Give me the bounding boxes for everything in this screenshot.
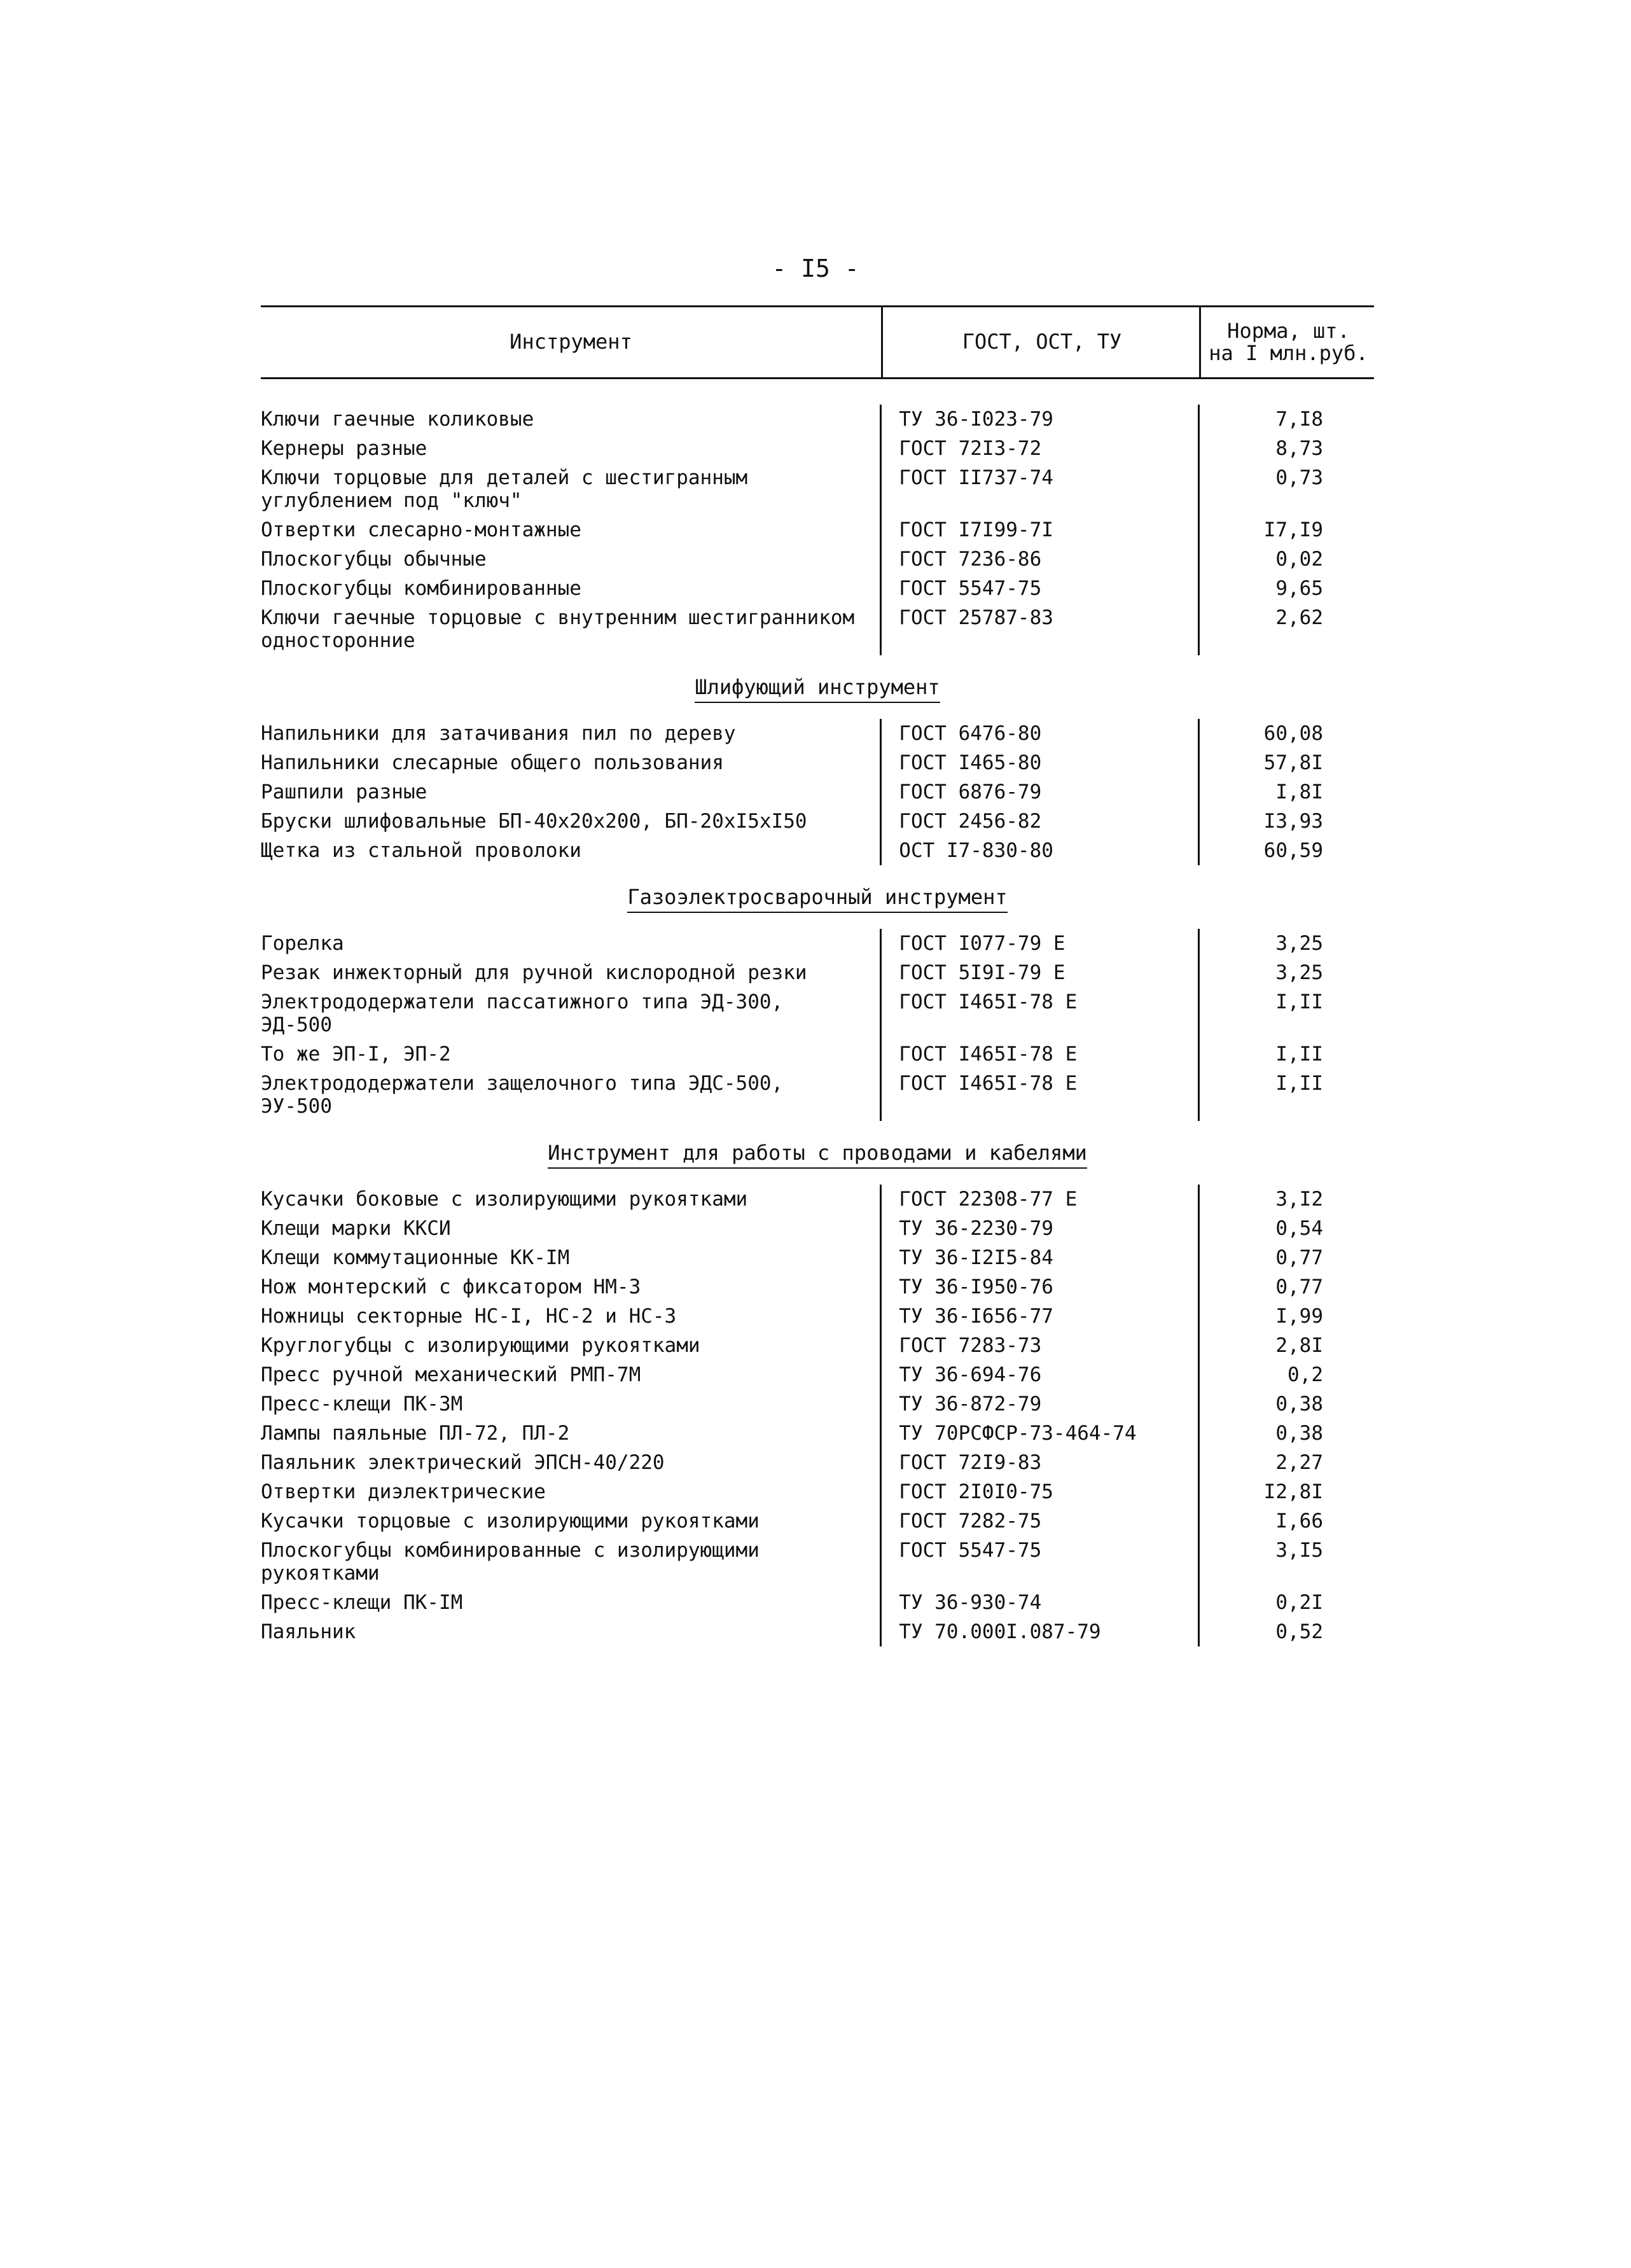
- instrument-name-cell: Паяльник электрический ЭПСН-40/220: [261, 1451, 665, 1474]
- standard-cell: ГОСТ 72I9-83: [899, 1451, 1042, 1474]
- instrument-name-cell: Паяльник: [261, 1620, 356, 1643]
- instrument-name-cell: Кусачки торцовые с изолирующими рукоятками: [261, 1510, 760, 1533]
- standard-cell: ТУ 36-872-79: [899, 1393, 1042, 1416]
- instrument-name-cell: Бруски шлифовальные БП-40х20х200, БП-20хI5хI50: [261, 810, 807, 833]
- table-row: [261, 574, 1374, 603]
- norm-value-cell: 0,77: [1275, 1276, 1323, 1298]
- instrument-name-cell: Клещи коммутационные КК-IМ: [261, 1246, 570, 1269]
- instrument-name-cell: Резак инжекторный для ручной кислородной резки: [261, 961, 807, 984]
- norm-value-cell: 0,2: [1287, 1363, 1323, 1386]
- standard-cell: ГОСТ 6476-80: [899, 722, 1042, 745]
- instrument-name-cell: Напильники для затачивания пил по дереву: [261, 722, 736, 745]
- standard-cell: ГОСТ 7236-86: [899, 548, 1042, 571]
- norm-value-cell: 8,73: [1275, 437, 1323, 460]
- standard-cell: ГОСТ 7282-75: [899, 1510, 1042, 1533]
- table-row: [261, 1448, 1374, 1477]
- table-row: [261, 1506, 1374, 1536]
- standard-cell: ГОСТ II737-74: [899, 466, 1053, 489]
- table-row: [261, 1040, 1374, 1069]
- table-section: [261, 655, 1374, 865]
- table-row: [261, 434, 1374, 463]
- standard-cell: ГОСТ I077-79 Е: [899, 932, 1065, 955]
- standard-cell: ТУ 70РСФСР-73-464-74: [899, 1422, 1137, 1445]
- instrument-name-cell: Кернеры разные: [261, 437, 427, 460]
- instrument-name-cell: Электрододержатели пассатижного типа ЭД-300, ЭД-500: [261, 991, 784, 1036]
- section-title: [261, 1121, 1374, 1185]
- norm-value-cell: I3,93: [1263, 810, 1323, 833]
- norm-value-cell: 9,65: [1275, 577, 1323, 600]
- standard-cell: ТУ 36-2230-79: [899, 1217, 1053, 1240]
- instrument-name-cell: Электрододержатели защелочного типа ЭДС-500, ЭУ-500: [261, 1072, 784, 1118]
- norm-value-cell: 0,2I: [1275, 1591, 1323, 1614]
- norm-value-cell: 0,73: [1275, 466, 1323, 489]
- norm-value-cell: 0,77: [1275, 1246, 1323, 1269]
- header-norm: [1199, 307, 1376, 377]
- table-row: [261, 719, 1374, 748]
- table-row: [261, 1272, 1374, 1302]
- instrument-name-cell: Пресс ручной механический РМП-7М: [261, 1363, 641, 1386]
- norm-value-cell: 0,38: [1275, 1422, 1323, 1445]
- instrument-name-cell: Ключи гаечные торцовые с внутренним шестигранником односторонние: [261, 606, 855, 652]
- instrument-name-cell: То же ЭП-I, ЭП-2: [261, 1043, 451, 1066]
- table-row: [261, 807, 1374, 836]
- section-title-text: Газоэлектросварочный инструмент: [627, 885, 1007, 913]
- norms-table: [261, 305, 1374, 1646]
- header-norm-line1: Норма, шт.: [1227, 318, 1350, 343]
- norm-value-cell: 0,02: [1275, 548, 1323, 571]
- instrument-name-cell: Плоскогубцы обычные: [261, 548, 487, 571]
- table-row: [261, 1331, 1374, 1360]
- standard-cell: ГОСТ 2I0I0-75: [899, 1480, 1053, 1503]
- standard-cell: ГОСТ I465I-78 Е: [899, 1043, 1078, 1066]
- norm-value-cell: 0,54: [1275, 1217, 1323, 1240]
- table-row: [261, 958, 1374, 987]
- table-body: [261, 379, 1374, 1646]
- norm-value-cell: 0,38: [1275, 1393, 1323, 1416]
- instrument-name-cell: Плоскогубцы комбинированные: [261, 577, 581, 600]
- page-number: - I5 -: [772, 254, 859, 282]
- section-rows: [261, 929, 1374, 1121]
- standard-cell: ТУ 36-I656-77: [899, 1305, 1053, 1328]
- section-rows: [261, 1185, 1374, 1646]
- instrument-name-cell: Плоскогубцы комбинированные с изолирующими рукоятками: [261, 1539, 760, 1585]
- table-row: [261, 1185, 1374, 1214]
- norm-value-cell: 2,62: [1275, 606, 1323, 629]
- table-row: [261, 515, 1374, 545]
- table-row: [261, 1360, 1374, 1389]
- section-rows: [261, 405, 1374, 655]
- norm-value-cell: I,99: [1275, 1305, 1323, 1328]
- standard-cell: ТУ 70.000I.087-79: [899, 1620, 1101, 1643]
- table-row: [261, 1389, 1374, 1419]
- standard-cell: ТУ 36-I023-79: [899, 408, 1053, 431]
- instrument-name-cell: Кусачки боковые с изолирующими рукоятками: [261, 1188, 748, 1211]
- instrument-name-cell: Лампы паяльные ПЛ-72, ПЛ-2: [261, 1422, 570, 1445]
- instrument-name-cell: Пресс-клещи ПК-IМ: [261, 1591, 463, 1614]
- norm-value-cell: 2,8I: [1275, 1334, 1323, 1357]
- standard-cell: ГОСТ I465I-78 Е: [899, 1072, 1078, 1095]
- standard-cell: ГОСТ 7283-73: [899, 1334, 1042, 1357]
- instrument-name-cell: Щетка из стальной проволоки: [261, 839, 581, 862]
- norm-value-cell: 60,08: [1263, 722, 1323, 745]
- instrument-name-cell: Ключи торцовые для деталей с шестигранным углублением под "ключ": [261, 466, 748, 512]
- norm-value-cell: I,66: [1275, 1510, 1323, 1533]
- standard-cell: ГОСТ 72I3-72: [899, 437, 1042, 460]
- header-standard: ГОСТ, ОСТ, ТУ: [881, 307, 1201, 377]
- norm-value-cell: I,II: [1275, 991, 1323, 1013]
- table-row: [261, 545, 1374, 574]
- section-title: [261, 865, 1374, 929]
- norm-value-cell: 3,I2: [1275, 1188, 1323, 1211]
- instrument-name-cell: Отвертки диэлектрические: [261, 1480, 546, 1503]
- norm-value-cell: I7,I9: [1263, 518, 1323, 541]
- table-section: [261, 1121, 1374, 1646]
- norm-value-cell: 2,27: [1275, 1451, 1323, 1474]
- table-row: [261, 405, 1374, 434]
- standard-cell: ГОСТ 5547-75: [899, 1539, 1042, 1562]
- standard-cell: ГОСТ I465I-78 Е: [899, 991, 1078, 1013]
- table-row: [261, 929, 1374, 958]
- table-row: [261, 1588, 1374, 1617]
- instrument-name-cell: Горелка: [261, 932, 344, 955]
- table-row: [261, 1214, 1374, 1243]
- table-section: [261, 865, 1374, 1121]
- standard-cell: ТУ 36-I2I5-84: [899, 1246, 1053, 1269]
- standard-cell: ГОСТ I7I99-7I: [899, 518, 1053, 541]
- norm-value-cell: 3,25: [1275, 932, 1323, 955]
- norm-value-cell: I,8I: [1275, 781, 1323, 804]
- section-title-text: Инструмент для работы с проводами и кабелями: [548, 1141, 1087, 1169]
- standard-cell: ТУ 36-694-76: [899, 1363, 1042, 1386]
- table-row: [261, 1536, 1374, 1588]
- header-norm-line2: на I млн.руб.: [1209, 341, 1368, 365]
- norm-value-cell: I,II: [1275, 1043, 1323, 1066]
- standard-cell: ГОСТ 2456-82: [899, 810, 1042, 833]
- standard-cell: ОСТ I7-830-80: [899, 839, 1053, 862]
- table-row: [261, 463, 1374, 515]
- table-section: [261, 379, 1374, 655]
- norm-value-cell: 3,I5: [1275, 1539, 1323, 1562]
- table-row: [261, 836, 1374, 865]
- table-row: [261, 1243, 1374, 1272]
- standard-cell: ТУ 36-I950-76: [899, 1276, 1053, 1298]
- norm-value-cell: 0,52: [1275, 1620, 1323, 1643]
- norm-value-cell: I2,8I: [1263, 1480, 1323, 1503]
- standard-cell: ГОСТ 22308-77 Е: [899, 1188, 1078, 1211]
- instrument-name-cell: Рашпили разные: [261, 781, 427, 804]
- table-header: [261, 305, 1374, 379]
- table-row: [261, 1617, 1374, 1646]
- norm-value-cell: 7,I8: [1275, 408, 1323, 431]
- table-row: [261, 1069, 1374, 1121]
- standard-cell: ГОСТ 25787-83: [899, 606, 1053, 629]
- norm-value-cell: 57,8I: [1263, 751, 1323, 774]
- standard-cell: ТУ 36-930-74: [899, 1591, 1042, 1614]
- standard-cell: ГОСТ 6876-79: [899, 781, 1042, 804]
- norm-value-cell: I,II: [1275, 1072, 1323, 1095]
- table-row: [261, 1302, 1374, 1331]
- table-row: [261, 1477, 1374, 1506]
- section-title: [261, 655, 1374, 719]
- standard-cell: ГОСТ 5I9I-79 Е: [899, 961, 1065, 984]
- standard-cell: ГОСТ I465-80: [899, 751, 1042, 774]
- instrument-name-cell: Круглогубцы с изолирующими рукоятками: [261, 1334, 700, 1357]
- instrument-name-cell: Ключи гаечные коликовые: [261, 408, 534, 431]
- header-instrument: Инструмент: [510, 330, 632, 354]
- table-row: [261, 987, 1374, 1040]
- instrument-name-cell: Отвертки слесарно-монтажные: [261, 518, 581, 541]
- section-title-text: Шлифующий инструмент: [695, 675, 940, 703]
- table-row: [261, 748, 1374, 777]
- norm-value-cell: 60,59: [1263, 839, 1323, 862]
- table-row: [261, 1419, 1374, 1448]
- instrument-name-cell: Напильники слесарные общего пользования: [261, 751, 724, 774]
- instrument-name-cell: Клещи марки ККСИ: [261, 1217, 451, 1240]
- instrument-name-cell: Ножницы секторные НС-I, НС-2 и НС-3: [261, 1305, 677, 1328]
- instrument-name-cell: Пресс-клещи ПК-3М: [261, 1393, 463, 1416]
- table-row: [261, 603, 1374, 655]
- section-rows: [261, 719, 1374, 865]
- instrument-name-cell: Нож монтерский с фиксатором НМ-3: [261, 1276, 641, 1298]
- standard-cell: ГОСТ 5547-75: [899, 577, 1042, 600]
- norm-value-cell: 3,25: [1275, 961, 1323, 984]
- table-row: [261, 777, 1374, 807]
